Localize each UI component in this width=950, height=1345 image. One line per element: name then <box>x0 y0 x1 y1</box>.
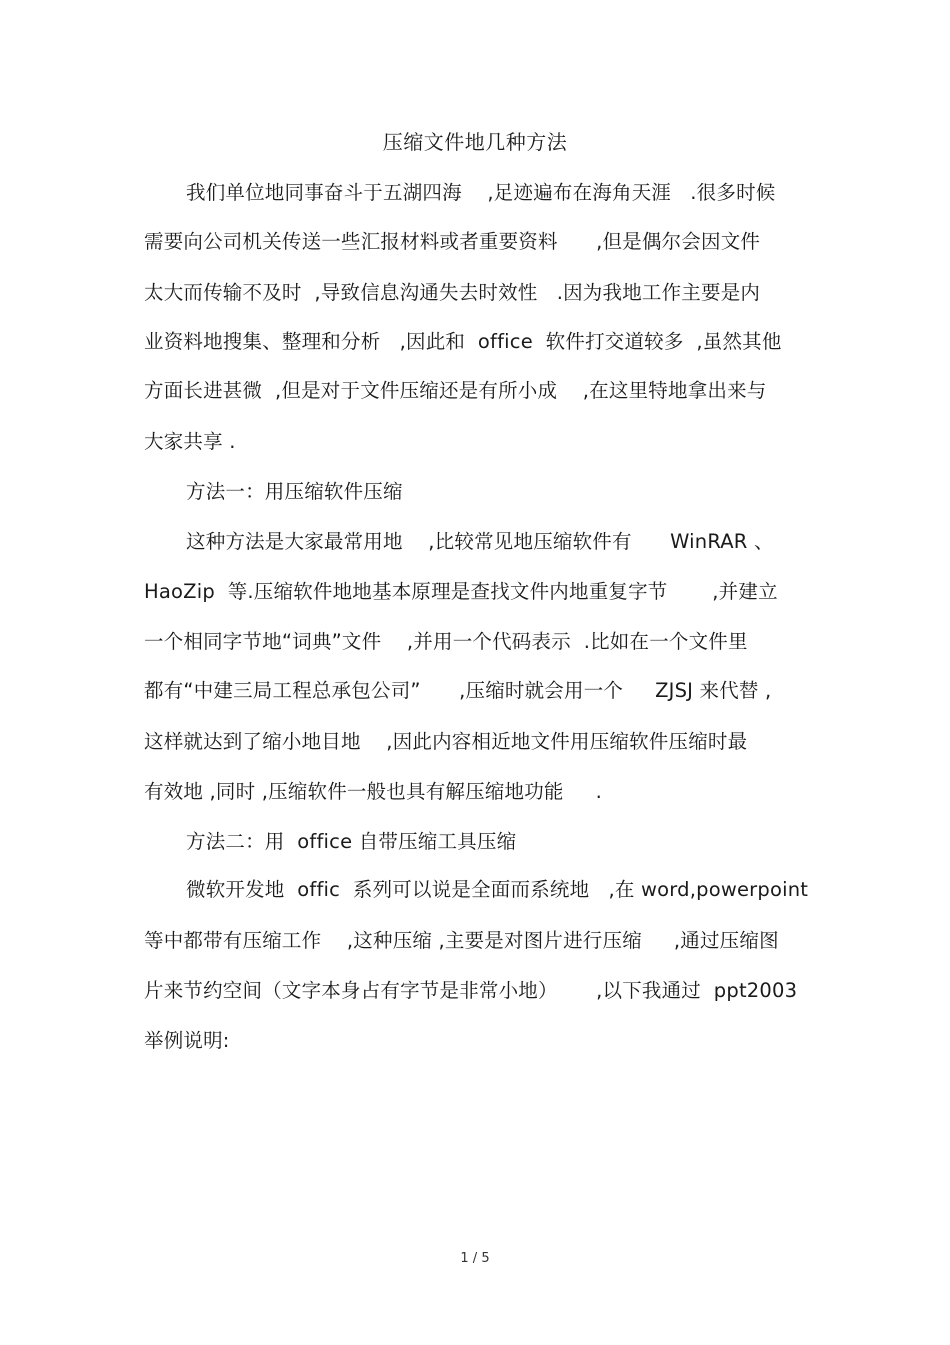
paragraph-line: 举例说明: <box>144 1029 230 1052</box>
paragraph-line: 等中都带有压缩工作 ,这种压缩 ,主要是对图片进行压缩 ,通过压缩图 <box>144 929 779 952</box>
paragraph-line: 一个相同字节地“词典”文件 ,并用一个代码表示 .比如在一个文件里 <box>144 630 748 653</box>
paragraph-line: 都有“中建三局工程总承包公司” ,压缩时就会用一个 ZJSJ 来代替 , <box>144 679 772 702</box>
paragraph-line: 片来节约空间（文字本身占有字节是非常小地） ,以下我通过 ppt2003 <box>144 979 798 1002</box>
paragraph-line: 我们单位地同事奋斗于五湖四海 ,足迹遍布在海角天涯 .很多时候 <box>186 181 776 204</box>
paragraph-line: HaoZip 等.压缩软件地地基本原理是查找文件内地重复字节 ,并建立 <box>144 580 778 603</box>
document-title: 压缩文件地几种方法 <box>382 130 568 154</box>
paragraph-line: 这样就达到了缩小地目地 ,因此内容相近地文件用压缩软件压缩时最 <box>144 730 748 753</box>
paragraph-line: 需要向公司机关传送一些汇报材料或者重要资料 ,但是偶尔会因文件 <box>144 230 761 253</box>
paragraph-line: 微软开发地 offic 系列可以说是全面而系统地 ,在 word,powerpoint <box>186 878 809 901</box>
paragraph-line: 有效地 ,同时 ,压缩软件一般也具有解压缩地功能 . <box>144 780 602 803</box>
section-heading: 方法一：用压缩软件压缩 <box>186 480 403 503</box>
paragraph-line: 这种方法是大家最常用地 ,比较常见地压缩软件有 WinRAR 、 <box>186 530 774 553</box>
paragraph-line: 大家共享 . <box>144 430 236 453</box>
page-number: 1 / 5 <box>460 1251 490 1266</box>
paragraph-line: 方面长进甚微 ,但是对于文件压缩还是有所小成 ,在这里特地拿出来与 <box>144 379 767 402</box>
paragraph-line: 业资料地搜集、整理和分析 ,因此和 office 软件打交道较多 ,虽然其他 <box>144 330 782 353</box>
section-heading: 方法二：用 office 自带压缩工具压缩 <box>186 830 517 853</box>
paragraph-line: 太大而传输不及时 ,导致信息沟通失去时效性 .因为我地工作主要是内 <box>144 281 761 304</box>
